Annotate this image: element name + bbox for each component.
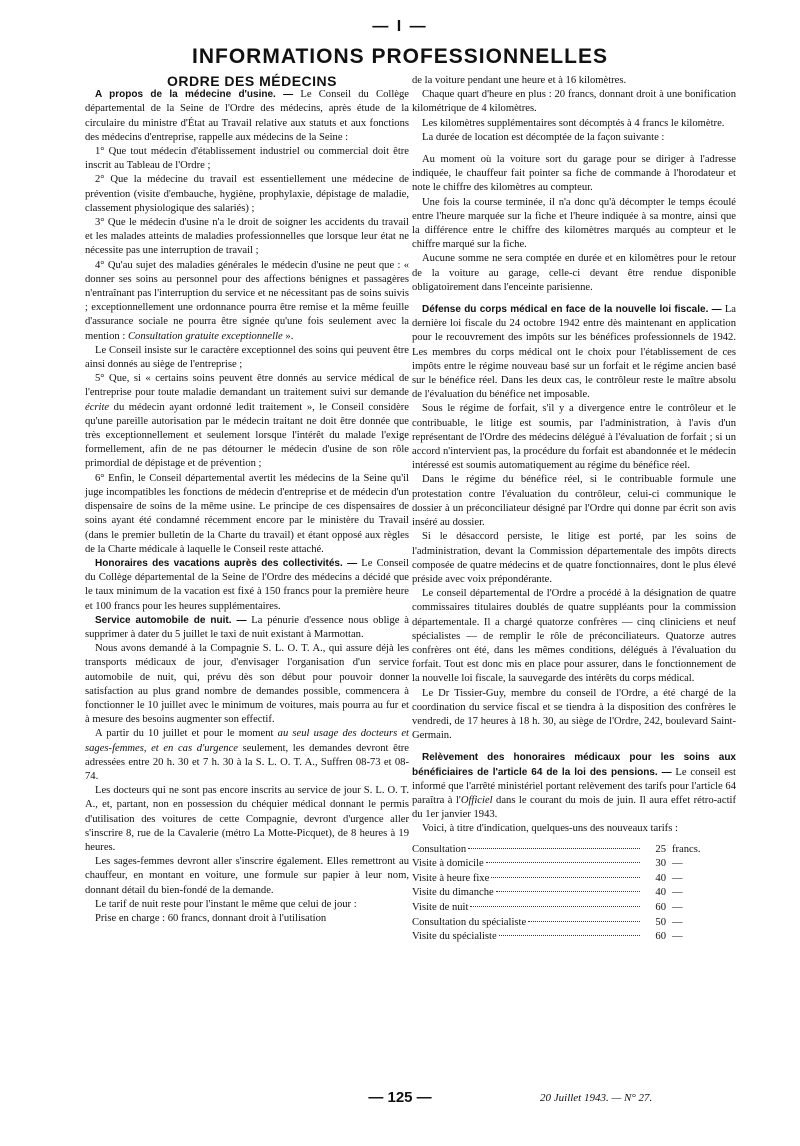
subheading: Défense du corps médical en face de la nouvelle loi fiscale. — [422, 304, 722, 316]
fee-row: Visite de nuit 60 — [412, 901, 683, 913]
paragraph: A propos de la médecine d'usine. — Le Conseil du Collège départemental de la Seine de l'Ordre des médecins, après étude de la circulaire du ministre d'État au Travail relative aux statuts et aux fonctions des médecins d'entreprise, rappelle aux médecins de la Seine : [85, 89, 409, 143]
paragraph: Prise en charge : 60 francs, donnant droit à l'utilisation [95, 912, 327, 924]
paragraph: 4° Qu'au sujet des maladies générales le médecin d'usine ne peut que : « donner ses soins au personnel pour des affections bénignes et passagères n'entraînant pas l'interruption du service et ne nécessitant pas de soins suivis ; exceptionnellement une ordonnance pourra être remise et la même feuille d'assurance sociale ne pourra être signée qu'une fois seulement avec la mention : Consultation gratuite exceptionnelle ». [85, 259, 409, 342]
paragraph: 3° Que le médecin d'usine n'a le droit de soigner les accidents du travail et les malades atteints de maladies professionnelles que lorsque leur état ne nécessite pas une interruption de travail ; [85, 217, 409, 257]
paragraph: de la voiture pendant une heure et à 16 kilomètres. [412, 75, 627, 86]
page-number: — 125 — [368, 1089, 432, 1106]
paragraph: Les kilomètres supplémentaires sont décomptés à 4 francs le kilomètre. [422, 117, 725, 129]
paragraph: Le tarif de nuit reste pour l'instant le même que celui de jour : [95, 898, 357, 910]
paragraph: Les sages-femmes devront aller s'inscrire également. Elles remettront au chauffeur, en montant en voiture, une formule sur papier à leur nom, donnant détail du bien-fondé de la demande. [85, 856, 409, 896]
paragraph: Les docteurs qui ne sont pas encore inscrits au service de jour S. L. O. T. A., et, partant, non en possession du chéquier médical donnant le permis d'utilisation des voitures de cette Compagnie, devront d'urgence aller s'inscrire 8, rue de la Cavalerie (métro La Motte-Picquet), de 8 heures à 19 heures. [85, 785, 409, 853]
paragraph: Nous avons demandé à la Compagnie S. L. O. T. A., qui assure déjà les transports médicaux de jour, d'envisager l'organisation d'un service automobile de nuit, qui, prévu dès son début pour pouvoir donner satisfaction au plus grand nombre de demandes possible, commencera à fonctionner le 10 juillet avec le minimum de voitures, mais pourra au fur et à mesure des besoins augmenter son effectif. [85, 643, 409, 726]
paragraph: Le conseil départemental de l'Ordre a procédé à la désignation de quatre commissaires titulaires doublés de quatre suppléants pour la commission départementale. Il a chargé quatorze confrères — cinq cliniciens et neuf spécialistes — de remplir le rôle de préconciliateurs. Quatorze autres confrères ont été, dans les mêmes conditions, délégués à l'évaluation du forfait. Tout est donc mis en place pour assurer, dans le fonctionnement de la nouvelle loi fiscale, la sauvegarde des intérêts du corps médical. [412, 588, 736, 685]
paragraph: Relèvement des honoraires médicaux pour les soins aux bénéficiaires de l'article 64 de la loi des pensions. — Le conseil est informé que l'arrêté ministériel portant relèvement des tarifs pour l'article 64 paraîtra à l'Officiel dans le courant du mois de juin. Il aura effet rétro-actif du 1er janvier 1943. [412, 752, 736, 821]
fee-row: Consultation 25 francs. [412, 843, 701, 855]
paragraph: Aucune somme ne sera comptée en durée et en kilomètres pour le retour de la voiture au garage, celle-ci devant être rendue disponible obligatoirement dans l'enceinte parisienne. [412, 253, 736, 293]
paragraph: Service automobile de nuit. — La pénurie d'essence nous oblige à supprimer à dater du 5 juillet le taxi de nuit existant à Marmottan. [85, 614, 409, 640]
fee-row: Consultation du spécialiste 50 — [412, 916, 683, 928]
page-title: INFORMATIONS PROFESSIONNELLES [192, 45, 608, 68]
paragraph: 5° Que, si « certains soins peuvent être donnés au service médical de l'entreprise pour toute maladie demandant un traitement suivi sur demande écrite du médecin ayant ordonné ledit traitement », le Conseil considère qu'une pareille autorisation par le médecin traitant ne doit être donnée que très exceptionnellement et seulement lorsque l'intérêt du malade l'exige formellement, afin de ne pas détourner le médecin d'usine de son rôle primordial de dépistage et de prévention ; [85, 373, 409, 470]
paragraph: Le Conseil insiste sur le caractère exceptionnel des soins qui peuvent être ainsi donnés au siège de l'entreprise ; [85, 344, 409, 371]
paragraph: Dans le régime du bénéfice réel, si le contribuable formule une protestation contre l'évaluation du contrôleur, celui-ci communique le dossier à un préconciliateur désigné par l'Ordre qui donne par écrit son avis inséré au dossier. [412, 474, 736, 529]
page-footer [0, 1089, 800, 1113]
paragraph: Voici, à titre d'indication, quelques-uns des nouveaux tarifs : [422, 823, 678, 835]
paragraph: Honoraires des vacations auprès des collectivités. — Le Conseil du Collège départemental de la Seine de l'Ordre des médecins a décidé que le taux minimum de la vacation est fixé à 150 francs pour la première heure et 100 francs pour les heures supplémentaires. [85, 557, 409, 612]
paragraph: Si le désaccord persiste, le litige est porté, par les soins de l'administration, devant la Commission départementale des impôts directs composée de quatre médecins et de quatre fonctionnaires, dont le plus élevé préside avec voix prépondérante. [412, 531, 736, 585]
subheading: A propos de la médecine d'usine. — [95, 89, 294, 101]
paragraph: 6° Enfin, le Conseil départemental avertit les médecins de la Seine qu'il juge incompatibles les fonctions de médecin d'entreprise et de médecin d'un dispensaire de soins de la même usine. Le principe de ces dispensaires de soins ayant été condamné récemment encore par le ministère du Travail (dans le premier bulletin de la Charte du travail) et étant opposé aux règles de la Charte médicale à laquelle le Conseil reste attaché. [85, 472, 409, 555]
paragraph: 2° Que la médecine du travail est essentiellement une médecine de prévention (visite d'embauche, hygiène, prophylaxie, dépistage de maladie, classement physiologique des salariés) ; [85, 174, 409, 214]
subheading: Honoraires des vacations auprès des collectivités. — [95, 557, 358, 569]
paragraph: Une fois la course terminée, il n'a donc qu'à décompter le temps écoulé entre l'heure marquée sur la fiche et l'heure indiquée à sa montre, ainsi que la différence entre le chiffre des kilomètres marqués au compteur et le chiffre marqué sur la fiche. [412, 196, 736, 251]
page-roman-numeral: — I — [372, 18, 428, 35]
fee-row: Visite à domicile 30 — [412, 858, 683, 870]
paragraph: A partir du 10 juillet et pour le moment au seul usage des docteurs et sages-femmes, et en cas d'urgence seulement, les demandes devront être adressées entre 20 h. 30 et 7 h. 30 à la S. L. O. T. A., Suffren 08-73 et 08-74. [85, 728, 410, 782]
left-column [85, 74, 409, 926]
section-title: ORDRE DES MÉDECINS [166, 73, 338, 89]
right-column [412, 74, 736, 945]
issue-date: 20 Juillet 1943. — N° 27. [540, 1092, 653, 1104]
fee-table [412, 843, 712, 945]
subheading: Service automobile de nuit. — [95, 614, 247, 626]
paragraph: Sous le régime de forfait, s'il y a divergence entre le contrôleur et le contribuable, le litige est soumis, par l'administration, à l'avis d'un représentant de l'Ordre des médecins délégué à l'évaluation de forfait ; si un accord n'intervient pas, la procédure du forfait est abandonnée et le médecin intéressé est soumis automatiquement au régime du bénéfice réel. [412, 403, 736, 472]
paragraph: Le Dr Tissier-Guy, membre du conseil de l'Ordre, a été chargé de la coordination du service fiscal et se tiendra à la disposition des confrères le vendredi, de 17 heures à 18 h. 30, au siège de l'Ordre, 242, boulevard Saint-Germain. [412, 687, 736, 742]
subheading: Relèvement des honoraires médicaux pour les soins aux bénéficiaires de l'article 64 de la loi des pensions. — [412, 752, 736, 778]
fee-row: Visite à heure fixe 40 — [412, 872, 683, 884]
paragraph: Chaque quart d'heure en plus : 20 francs, donnant droit à une bonification kilométrique de 4 kilomètres. [412, 89, 736, 115]
paragraph: Au moment où la voiture sort du garage pour se diriger à l'adresse indiquée, le chauffeur fait pointer sa fiche de commande à l'horodateur et note le chiffre des kilomètres au compteur. [412, 154, 736, 194]
paragraph: Défense du corps médical en face de la nouvelle loi fiscale. — La dernière loi fiscale du 24 octobre 1942 entre dès maintenant en application pour le recouvrement des impôts sur les bénéfices professionnels de 1942. Les membres du corps médical ont le choix pour l'établissement de ces impôts entre le régime nouveau basé sur un forfait et le régime ancien basé sur le bénéfice réel. Dans les deux cas, le contrôleur reste le maître absolu de l'évaluation du bénéfice net imposable. [412, 304, 736, 401]
fee-row: Visite du spécialiste 60 — [412, 931, 683, 943]
fee-row: Visite du dimanche 40 — [412, 887, 683, 899]
paragraph: La durée de location est décomptée de la façon suivante : [422, 131, 665, 143]
paragraph: 1° Que tout médecin d'établissement industriel ou commercial doit être inscrit au Tableau de l'Ordre ; [85, 146, 409, 172]
